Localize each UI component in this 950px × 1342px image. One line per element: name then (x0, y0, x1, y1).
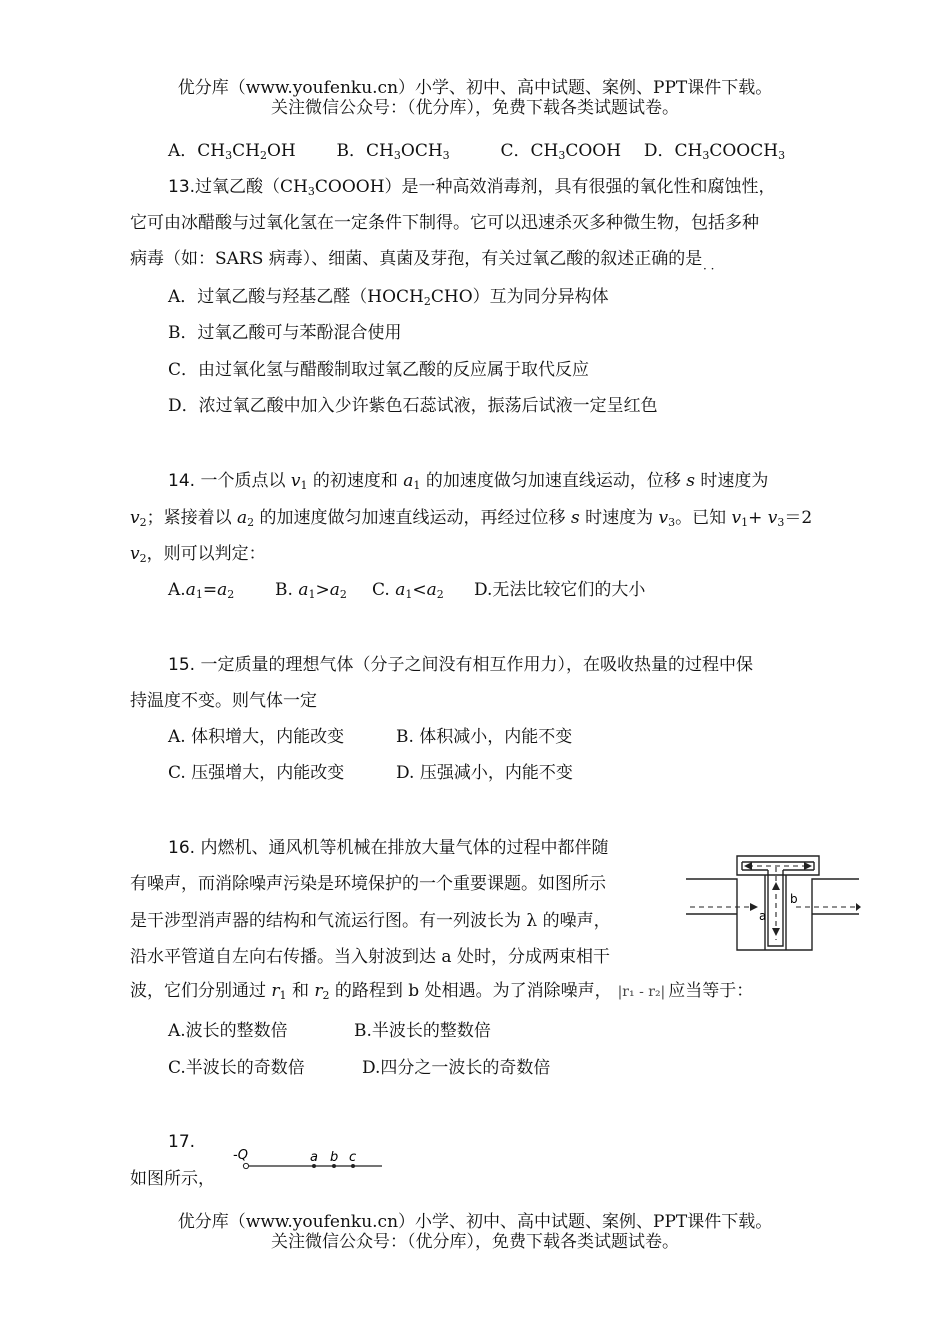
q17-number: 17. (168, 1132, 196, 1152)
q12-option-b: B．$CH_3OCH_3$ (336, 141, 450, 162)
q15-option-c: C. 压强增大，内能改变 (168, 763, 345, 783)
q14-stem-line-2: $v_2$；紧接着以 $a_2$ 的加速度做匀加速直线运动，再经过位移 s 时速度为 $v_3$。已知 $v_1+ v_3=2$ (130, 508, 813, 529)
q15-number: 15. (168, 655, 196, 675)
q14-number: 14. (168, 471, 196, 491)
footer-line-1: 优分库（www.youfenku.cn）小学、初中、高中试题、案例、PPT课件下载。 (177, 1212, 773, 1232)
q17-fig-label-b: b (330, 1150, 339, 1165)
q16-option-d: D.四分之一波长的奇数倍 (362, 1058, 551, 1078)
q16-number: 16. (168, 838, 196, 858)
q15-option-a: A. 体积增大，内能改变 (168, 727, 345, 747)
q16-fig-label-a: a (759, 909, 767, 923)
q14-option-d: D.无法比较它们的大小 (474, 580, 646, 600)
header-line-1: 优分库（www.youfenku.cn）小学、初中、高中试题、案例、PPT课件下载。 (177, 78, 773, 98)
q12-option-d: D．$CH_3COOCH_3$ (643, 141, 786, 162)
q13-number: 13. (168, 177, 196, 197)
q14-option-a: $A.a_1=a_2$ (168, 580, 235, 601)
q17-charge-diagram (230, 1145, 385, 1175)
q13-option-d: D．浓过氧乙酸中加入少许紫色石蕊试液，振荡后试液一定呈红色 (168, 396, 658, 416)
q13-stem-line-1: 13.过氧乙酸$(CH_3COOOH)$是一种高效消毒剂，具有很强的氧化性和腐蚀性， (168, 177, 776, 198)
q13-stem-line-2: 它可由冰醋酸与过氧化氢在一定条件下制得。它可以迅速杀灭多种微生物，包括多种 (130, 213, 759, 233)
q16-stem-line-2: 有噪声，而消除噪声污染是环境保护的一个重要课题。如图所示 (130, 874, 606, 894)
q14-option-c: C. $a_1<a_2$ (372, 580, 444, 601)
q13-option-a: A．过氧乙酸与羟基乙醛$(HOCH_2CHO)$互为同分异构体 (168, 287, 609, 308)
q14-stem-line-3: $v_2$，则可以判定： (130, 544, 266, 565)
q12-option-a: A．$CH_3CH_2OH$ (168, 141, 296, 162)
q15-option-d: D. 压强减小，内能不变 (396, 763, 573, 783)
q17-stem-line-1: 如图所示， (130, 1169, 215, 1189)
q16-option-c: C.半波长的奇数倍 (168, 1058, 305, 1078)
q16-stem-line-4: 沿水平管道自左向右传播。当入射波到达 a 处时，分成两束相干 (130, 947, 610, 967)
q16-stem-line-5: 波，它们分别通过 $r_1$ 和 $r_2$ 的路程到 b 处相遇。为了消除噪声， |r₁ - r₂| 应当等于： (130, 981, 754, 1002)
q14-option-b: B. $a_1>a_2$ (275, 580, 347, 601)
q12-option-c: C．$CH_3COOH$ (500, 141, 622, 162)
q12-options (168, 139, 785, 163)
q17-fig-label-a: a (310, 1150, 318, 1165)
q17-fig-label-q: -Q (233, 1148, 248, 1163)
q14-stem-line-1: 14. 一个质点以 $v_1$ 的初速度和 $a_1$ 的加速度做匀加速直线运动，位移 s 时速度为 (168, 471, 769, 492)
q16-option-a: A.波长的整数倍 (168, 1021, 288, 1041)
q17-fig-label-c: c (349, 1150, 357, 1165)
q13-emphasis-dots: · · (703, 262, 715, 276)
q16-muffler-diagram (686, 850, 861, 952)
q16-stem-line-3: 是干涉型消声器的结构和气流运行图。有一列波长为 λ 的噪声， (130, 911, 611, 931)
q16-option-b: B.半波长的整数倍 (354, 1021, 491, 1041)
q16-abs-expression: |r₁ - r₂| (617, 984, 666, 1000)
header-line-2: 关注微信公众号：（优分库），免费下载各类试题试卷。 (271, 98, 679, 118)
q13-option-b: B．过氧乙酸可与苯酚混合使用 (168, 323, 402, 343)
q13-stem-line-3: 病毒（如：SARS 病毒）、细菌、真菌及芽孢，有关过氧乙酸的叙述正确的是 (130, 249, 703, 269)
q13-option-c: C．由过氧化氢与醋酸制取过氧乙酸的反应属于取代反应 (168, 360, 590, 380)
q16-stem-line-1: 16. 内燃机、通风机等机械在排放大量气体的过程中都伴随 (168, 838, 609, 858)
q15-stem-line-1: 15. 一定质量的理想气体（分子之间没有相互作用力），在吸收热量的过程中保 (168, 655, 753, 675)
q15-stem-line-2: 持温度不变。则气体一定 (130, 691, 317, 711)
footer-line-2: 关注微信公众号：（优分库），免费下载各类试题试卷。 (271, 1232, 679, 1252)
q15-option-b: B. 体积减小，内能不变 (396, 727, 573, 747)
q16-fig-label-b: b (790, 892, 798, 906)
